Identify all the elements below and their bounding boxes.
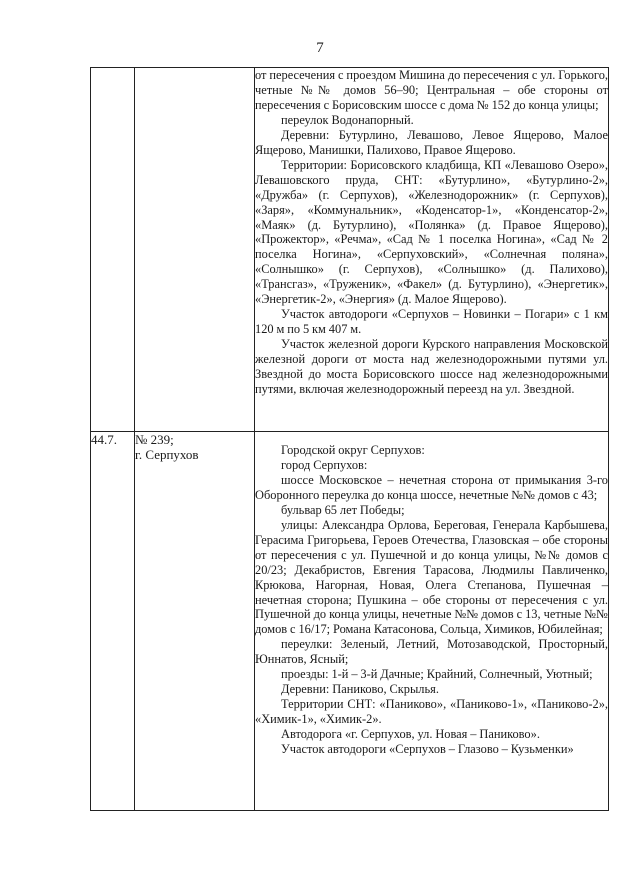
paragraph: Деревни: Бутурлино, Левашово, Левое Ящерово, Малое Ящерово, Манишки, Палихово, Правое Ящерово. [255, 127, 608, 157]
paragraph: улицы: Александра Орлова, Береговая, Генерала Карбышева, Герасима Григорьева, Героев Отечества, Глазовская – обе стороны от пересечения с ул. Пушечной и до конца улицы, №№ домов с 20/23; Декабристов, Евгения Тарасова, Людмилы Павличенко, Крюкова, Нагорная, Новая, Олега Степанова, Пушечная – нечетная сторона; Пушкина – обе стороны от пересечения с ул. Пушечной до конца улицы, нечетные №№ домов с 13, четные №№ домов с 16/17; Романа Катасонова, Сольца, Химиков, Юбилейная; [255, 517, 608, 637]
paragraph: Городской округ Серпухов: [281, 443, 425, 457]
page-number: 7 [316, 40, 324, 56]
paragraph: Участок железной дороги Курского направления Московской железной дороги от моста над железнодорожными путями ул. Звездной до моста Борисовского шоссе над железнодорожными путями, включая железнодорожный переезд на ул. Звездной. [255, 337, 608, 397]
paragraph: Деревни: Паниково, Скрылья. [281, 682, 439, 697]
paragraph: город Серпухов: [281, 457, 368, 472]
paragraph: Территории СНТ: «Паниково», «Паниково-1», «Паниково-2», «Химик-1», «Химик-2». [255, 697, 608, 727]
district-cell [135, 432, 255, 811]
paragraph: от пересечения с проездом Мишина до пересечения с ул. Горького, четные №№ домов 56–90; Центральная – обе стороны от пересечения с Борисовским шоссе с дома № 152 до конца улицы; [255, 68, 608, 112]
paragraph: Территории: Борисовского кладбища, КП «Левашово Озеро», Левашовского пруда, СНТ: «Бутурлино», «Бутурлино-2», «Дружба» (г. Серпухов), «Железнодорожник» (г. Серпухов), «Заря», «Коммунальник», «Коденсатор-1», «Конденсатор-2», «Маяк» (д. Бутурлино), «Полянка» (д. Правое Ящерово), «Прожектор», «Речма», «Сад № 1 поселка Ногина», «Сад № 2 поселка Ногина», «Серпуховский», «Солнечная поляна», «Солнышко» (г. Серпухов), «Солнышко» (д. Палихово), «Трансгаз», «Труженик», «Факел» (д. Бутурлино), «Энергетик», «Энергетик-2», «Энергия» (д. Малое Ящерово). [255, 157, 608, 307]
paragraph: шоссе Московское – нечетная сторона от примыкания 3-го Оборонного переулка до конца шоссе, нечетные №№ домов с 43; [255, 472, 608, 502]
paragraph: бульвар 65 лет Победы; [281, 502, 405, 517]
paragraph: Автодорога «г. Серпухов, ул. Новая – Паниково». [281, 727, 540, 742]
district-cell [135, 68, 255, 432]
paragraph: Участок автодороги «Серпухов – Глазово – Кузьменки» [281, 742, 574, 757]
row-number [91, 68, 135, 432]
paragraph: Участок автодороги «Серпухов – Новинки – Погари» с 1 км 120 м по 5 км 407 м. [255, 307, 608, 337]
boundary-description [255, 432, 609, 811]
row-number: 44.7. [91, 432, 135, 811]
district-city: г. Серпухов [135, 447, 199, 462]
boundary-description [255, 68, 609, 432]
paragraph: проезды: 1-й – 3-й Дачные; Крайний, Солнечный, Уютный; [281, 667, 593, 682]
paragraph: переулок Водонапорный. [281, 112, 414, 127]
district-number: № 239; [135, 432, 174, 447]
table-row [91, 68, 609, 432]
districts-table [90, 67, 609, 811]
table-row [91, 432, 609, 811]
paragraph: переулки: Зеленый, Летний, Мотозаводской, Просторный, Юннатов, Ясный; [255, 637, 608, 667]
